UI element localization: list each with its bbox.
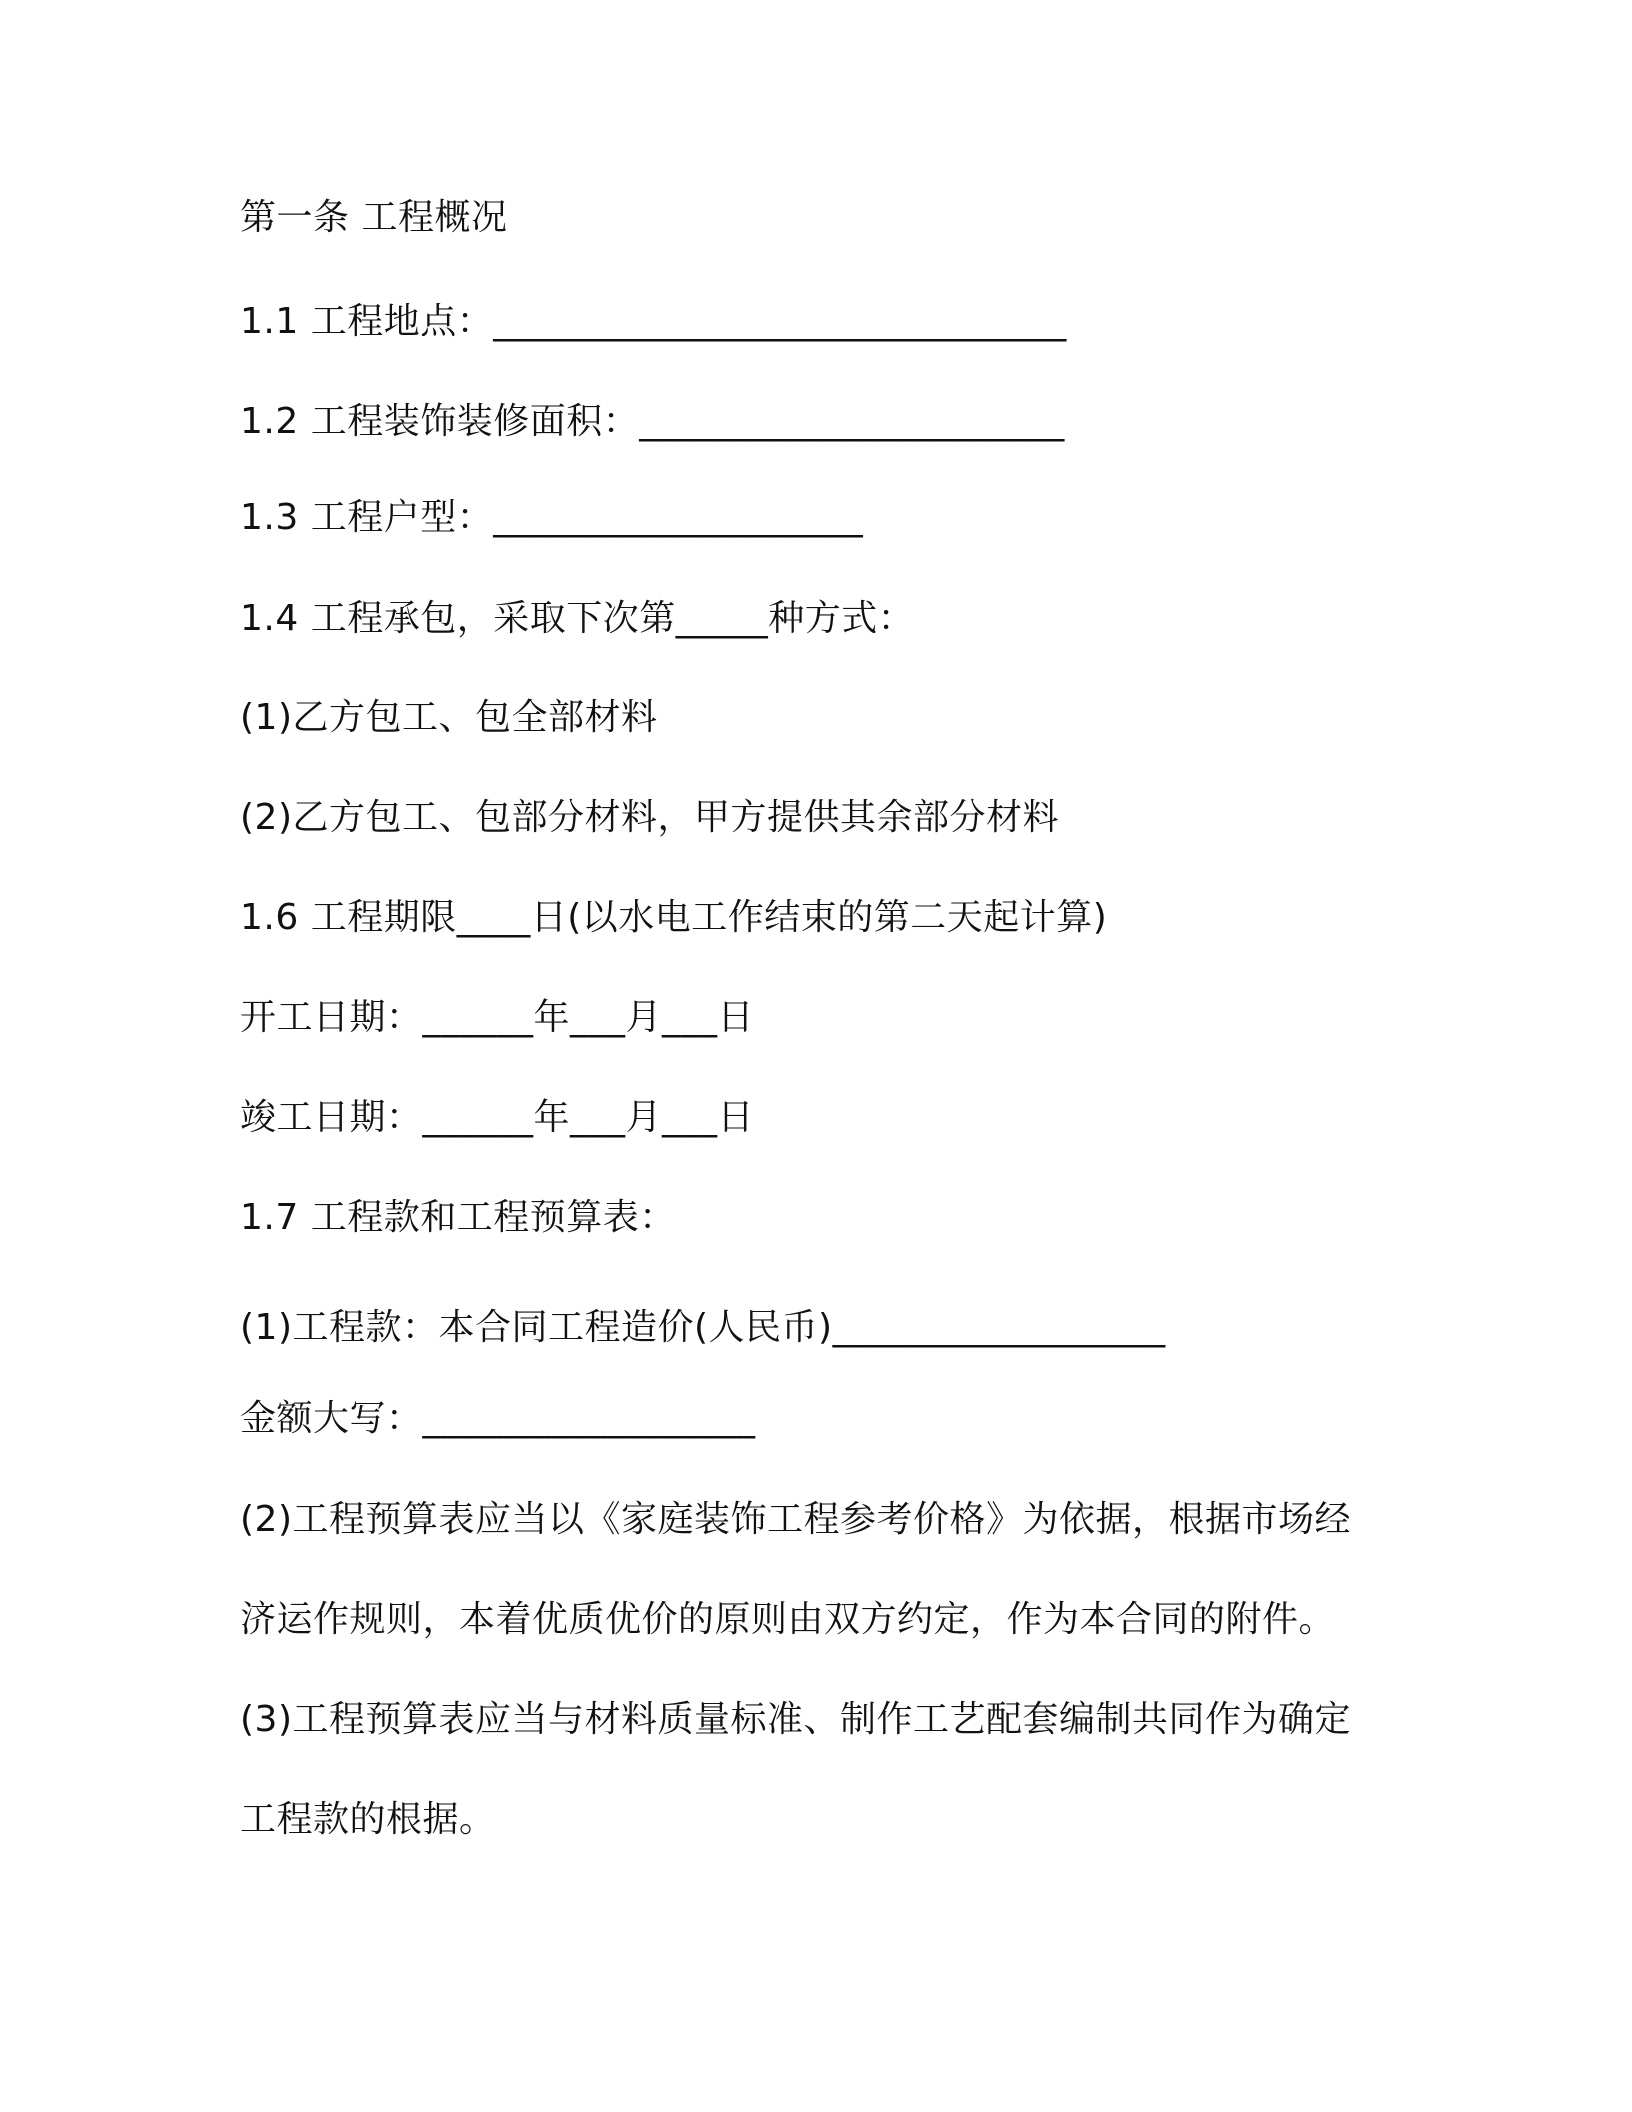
project-duration-line: 1.6 工程期限____日(以水电工作结束的第二天起计算) xyxy=(240,897,1108,938)
section-heading: 第一条 工程概况 xyxy=(240,197,508,238)
project-location-line: 1.1 工程地点：_______________________________ xyxy=(240,301,1067,342)
start-date-line: 开工日期：______年___月___日 xyxy=(240,997,755,1038)
payment-budget-heading: 1.7 工程款和工程预算表： xyxy=(240,1197,676,1238)
budget-paragraph-3-line-2: 工程款的根据。 xyxy=(240,1799,496,1840)
budget-paragraph-2-line-1: (2)工程预算表应当以《家庭装饰工程参考价格》为依据，根据市场经 xyxy=(240,1499,1351,1540)
budget-paragraph-3-line-1: (3)工程预算表应当与材料质量标准、制作工艺配套编制共同作为确定 xyxy=(240,1699,1351,1740)
amount-in-words-line: 金额大写：__________________ xyxy=(240,1398,756,1439)
method-option-1: (1)乙方包工、包全部材料 xyxy=(240,697,658,738)
decoration-area-line: 1.2 工程装饰装修面积：_______________________ xyxy=(240,401,1065,442)
budget-paragraph-2-line-2: 济运作规则，本着优质优价的原则由双方约定，作为本合同的附件。 xyxy=(240,1599,1336,1640)
completion-date-line: 竣工日期：______年___月___日 xyxy=(240,1097,755,1138)
house-type-line: 1.3 工程户型：____________________ xyxy=(240,497,864,538)
contract-method-line: 1.4 工程承包，采取下次第_____种方式： xyxy=(240,598,915,639)
method-option-2: (2)乙方包工、包部分材料，甲方提供其余部分材料 xyxy=(240,797,1059,838)
project-price-line: (1)工程款：本合同工程造价(人民币)__________________ xyxy=(240,1307,1166,1348)
